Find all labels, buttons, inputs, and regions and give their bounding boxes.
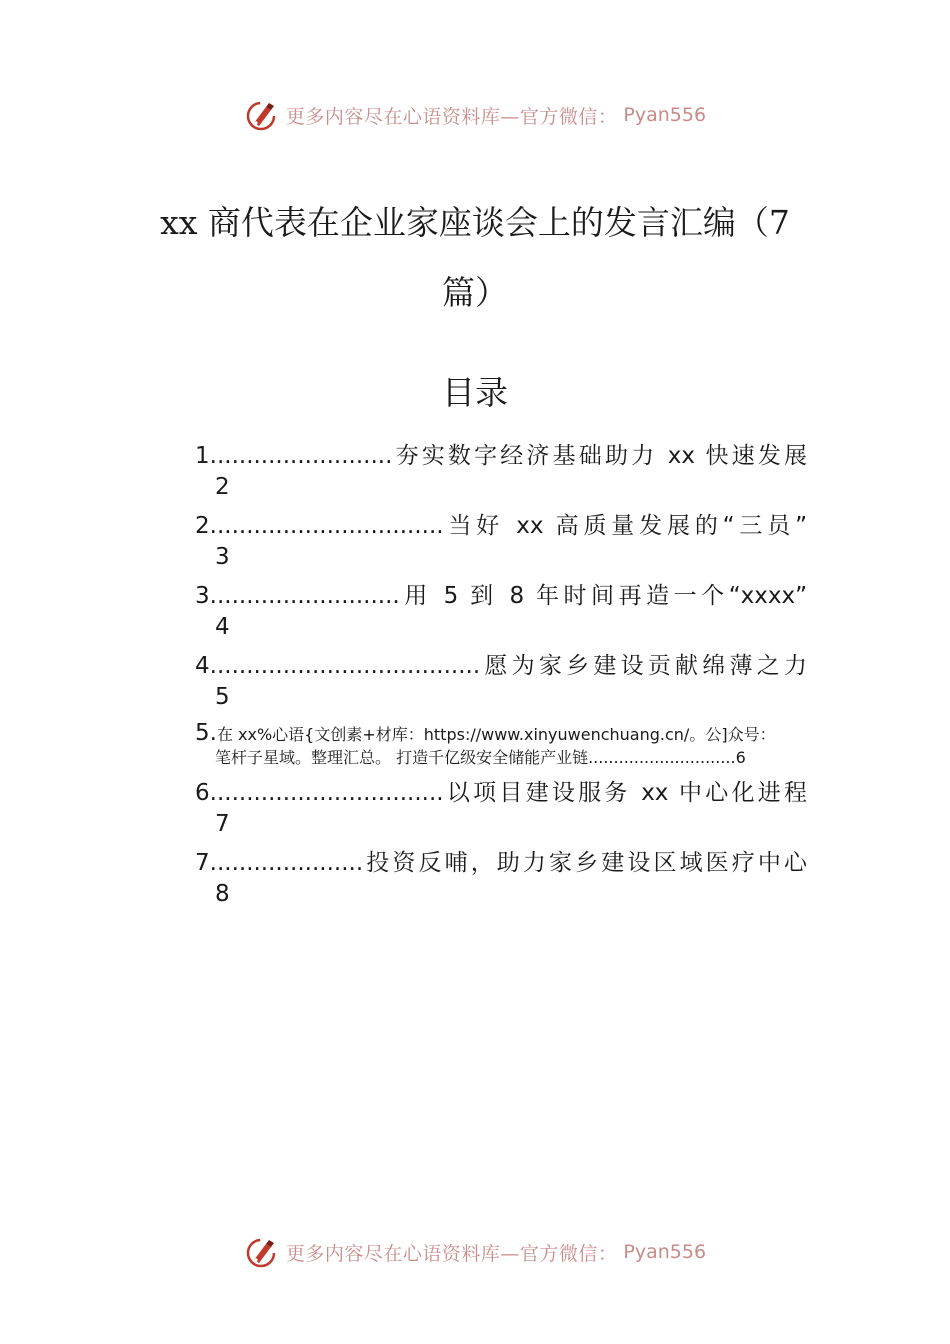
toc-entry-7[interactable] <box>195 847 807 909</box>
toc-entry-page: 2 <box>215 474 230 500</box>
toc-entry-number: 5. <box>195 720 217 746</box>
toc-entry-6[interactable] <box>195 777 807 839</box>
watermark-footer <box>0 1232 950 1272</box>
toc-entry-3[interactable] <box>195 580 807 642</box>
toc-entry-1[interactable] <box>195 440 807 502</box>
toc-entry-2[interactable] <box>195 510 807 572</box>
toc-entry-text: 1.........................夯实数字经济基础助力 xx 快速发展 <box>195 443 807 469</box>
toc-entry-4[interactable] <box>195 650 807 712</box>
toc-heading: 目录 <box>442 373 508 412</box>
toc-entry-text: 4.....................................愿为家乡建设贡献绵薄之力 <box>195 653 807 679</box>
toc-entry-text: 3..........................用 5 到 8 年时间再造一个“xxxx” <box>195 583 807 609</box>
toc-entry-5[interactable] <box>195 720 807 770</box>
watermark-wechat-id: Pyan556 <box>623 104 707 126</box>
watermark-text: 更多内容尽在心语资料库—官方微信： <box>285 105 618 128</box>
toc-entry-page: 7 <box>215 811 230 837</box>
toc-entry-text: 7.....................投资反哺，助力家乡建设区域医疗中心 <box>195 850 807 876</box>
pen-logo-icon <box>244 97 280 133</box>
watermark-text: 更多内容尽在心语资料库—官方微信： <box>285 1242 618 1265</box>
pen-logo-icon <box>244 1234 280 1270</box>
watermark-header <box>0 95 950 135</box>
toc-entry-text: 在 xx%心语{文创素+材库：https://www.xinyuwenchuang.cn/。公]众号： <box>216 725 776 744</box>
toc-entry-page: 3 <box>215 544 230 570</box>
toc-entry-text-line1 <box>195 720 807 746</box>
toc-entry-text-line2: 笔杆子星域。整理汇总。 打造千亿级安全储能产业链.............................6 <box>215 748 746 767</box>
toc-entry-text: 6................................以项目建设服务 xx 中心化进程 <box>195 780 807 806</box>
toc-entry-page: 4 <box>215 614 230 640</box>
document-title: xx 商代表在企业家座谈会上的发言汇编（7 篇） <box>160 203 790 312</box>
toc-entry-text: 2................................当好 xx 高质量发展的“三员” <box>195 513 807 539</box>
toc-entry-page: 8 <box>215 881 230 907</box>
watermark-wechat-id: Pyan556 <box>623 1241 707 1263</box>
toc-entry-page: 5 <box>215 684 230 710</box>
